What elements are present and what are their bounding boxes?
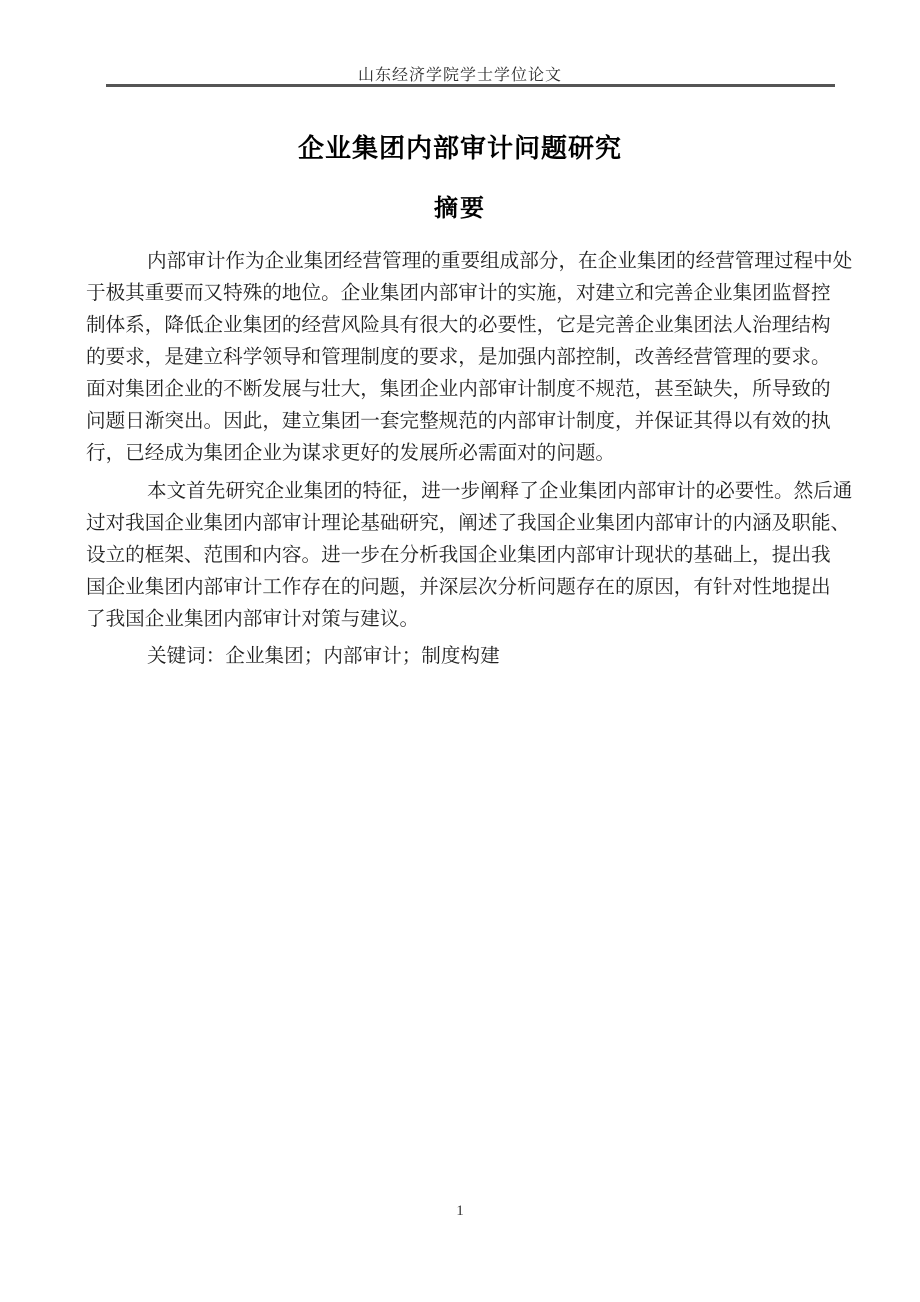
text-line: 国企业集团内部审计工作存在的问题，并深层次分析问题存在的原因，有针对性地提出: [86, 577, 831, 598]
abstract-paragraph-2: [86, 476, 853, 636]
text-line: 面对集团企业的不断发展与壮大，集团企业内部审计制度不规范，甚至缺失，所导致的: [86, 379, 831, 400]
text-line: 的要求，是建立科学领导和管理制度的要求，是加强内部控制，改善经营管理的要求。: [86, 347, 831, 368]
text-line: 设立的框架、范围和内容。进一步在分析我国企业集团内部审计现状的基础上，提出我: [86, 545, 831, 566]
page-number: 1: [456, 1203, 464, 1219]
text-line: 本文首先研究企业集团的特征，进一步阐释了企业集团内部审计的必要性。然后通: [147, 481, 853, 502]
page-header-title: 山东经济学院学士学位论文: [357, 67, 562, 84]
text-line: 内部审计作为企业集团经营管理的重要组成部分，在企业集团的经营管理过程中处: [147, 251, 853, 272]
text-line: 于极其重要而又特殊的地位。企业集团内部审计的实施，对建立和完善企业集团监督控: [86, 283, 831, 304]
text-line: 问题日渐突出。因此，建立集团一套完整规范的内部审计制度，并保证其得以有效的执: [86, 411, 831, 432]
abstract-paragraph-1: [86, 246, 853, 470]
document-title: 企业集团内部审计问题研究: [297, 133, 622, 163]
text-line: 制体系，降低企业集团的经营风险具有很大的必要性，它是完善企业集团法人治理结构: [86, 315, 831, 336]
text-line: 过对我国企业集团内部审计理论基础研究，阐述了我国企业集团内部审计的内涵及职能、: [86, 513, 851, 534]
text-line: 行，已经成为集团企业为谋求更好的发展所必需面对的问题。: [86, 443, 616, 464]
keywords-line: 关键词：企业集团；内部审计；制度构建: [147, 646, 500, 667]
text-line: 了我国企业集团内部审计对策与建议。: [86, 609, 420, 630]
header-divider: [106, 84, 835, 87]
abstract-heading: 摘要: [434, 195, 486, 222]
abstract-body: [86, 246, 853, 673]
